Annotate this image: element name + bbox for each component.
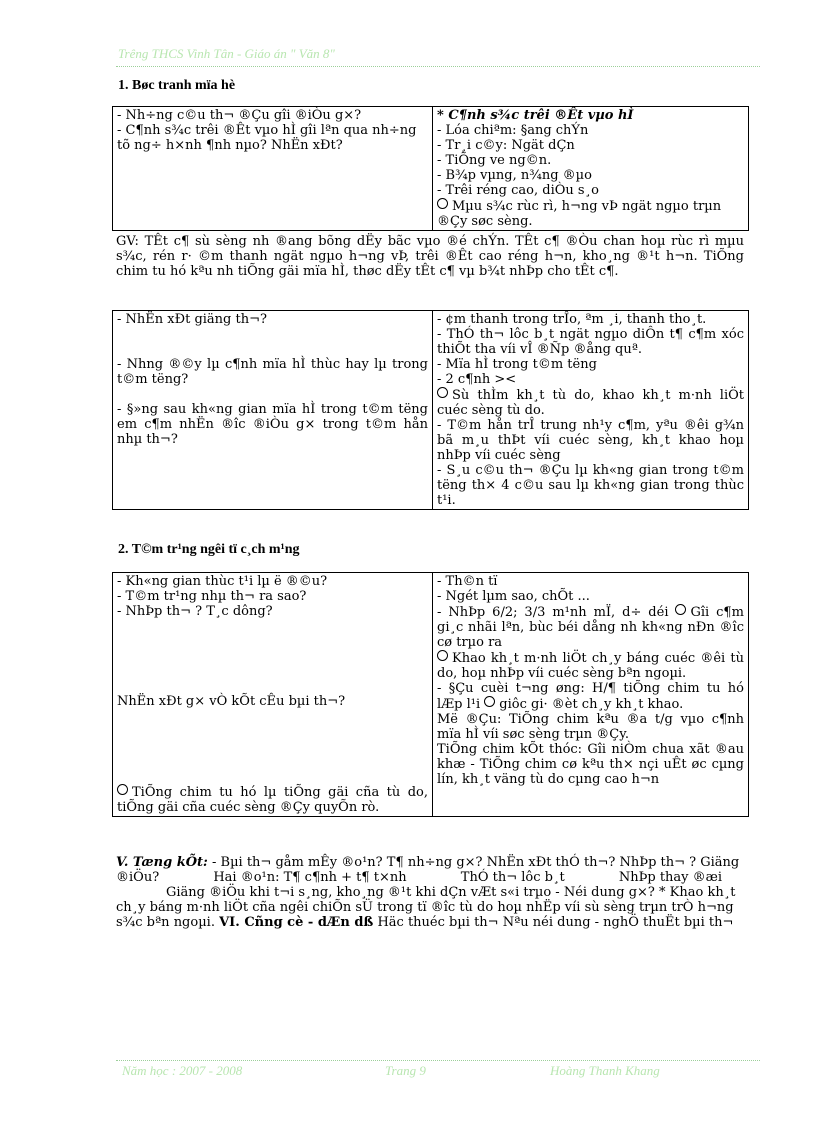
answer-heading: * C¶nh s¾c trêi ®Êt vµo hÌ bbox=[437, 108, 634, 123]
answer-line: Më ®Çu: TiÕng chim kªu ®a t/g vµo c¶nh mïa hÌ víi søc sèng trµn ®Çy. bbox=[437, 712, 744, 742]
summary-content: * Khao kh¸t ch¸y báng m·nh liÖt cña ngêi chiÕn sÜ trong tï ®îc tù do hoµ nhËp víi sù sèng trµn trÒ h¬ng s¾c bªn ngoµi. bbox=[116, 885, 736, 930]
circle-bullet-icon bbox=[437, 387, 448, 398]
circle-bullet-icon bbox=[437, 198, 448, 209]
answer-conclusion: Mµu s¾c rùc rì, h¬ng vÞ ngät ngµo trµn ®Çy søc sèng. bbox=[437, 199, 722, 229]
teacher-note: GV: TÊt c¶ sù sèng nh ®ang bõng dËy bãc vµo ®é chÝn. TÊt c¶ ®Òu chan hoµ rùc rì mµu s¾c, rén r· ©m thanh ngät ngµo h¬ng vÞ, trêi ®Êt cao réng h¬n, kho¸ng ®¹t h¬n. TiÕng chim tu hó kªu nh tiÕng gäi mïa hÌ, thøc dËy tÊt c¶ vµ b¾t nhÞp cho tÊt c¶. bbox=[116, 234, 744, 279]
answer-line: - ¢m thanh trong trÎo, ªm ¸i, thanh tho¸t. bbox=[437, 312, 707, 327]
summary-question: - Néi dung g×? bbox=[555, 885, 655, 900]
question-text: NhËn xÐt g× vÒ kÕt cÊu bµi th¬? bbox=[117, 694, 346, 709]
answer-line: - Th©n tï bbox=[437, 574, 498, 589]
answer-line: TiÕng chim kÕt thóc: Gîi niÒm chua xãt ®au khæ - TiÕng chim cø kªu th× nçi uÊt øc cµng lín, kh¸t väng tù do cµng cao h¬n bbox=[437, 742, 744, 787]
consolidation-line: Nªu néi dung - nghÖ thuËt bµi th¬ bbox=[502, 915, 734, 930]
consolidation-title: VI. Cñng cè - dÆn dß bbox=[219, 915, 374, 930]
footer-author: Hoàng Thanh Khang bbox=[550, 1063, 660, 1078]
answer-line: Sù thÌm kh¸t tù do, khao kh¸t m·nh liÖt cuéc sèng tù do. bbox=[437, 388, 744, 418]
question-text: - Kh«ng gian thùc t¹i lµ ë ®©u? bbox=[117, 574, 328, 589]
circle-bullet-icon bbox=[117, 784, 128, 795]
answer-line: - ThÓ th¬ lôc b¸t ngät ngµo diÔn t¶ c¶m xóc thiÕt tha víi vÎ ®Ñp ®ång quª. bbox=[437, 327, 744, 357]
answer-conclusion: TiÕng chim tu hó lµ tiÕng gäi cña tù do, tiÕng gäi cña cuéc sèng ®Çy quyÕn rò. bbox=[117, 785, 428, 815]
header-rule bbox=[116, 66, 760, 67]
answer-line: - S¸u c©u th¬ ®Çu lµ kh«ng gian trong t©m tëng th× 4 c©u sau lµ kh«ng gian trong thùc t¹i. bbox=[437, 463, 744, 508]
circle-bullet-icon bbox=[675, 604, 686, 615]
table-cell-questions bbox=[113, 107, 433, 231]
table-cell-answers bbox=[433, 107, 749, 231]
question-text: - NhÞp th¬ ? T¸c dông? bbox=[117, 604, 273, 619]
section-2-title: 2. T©m tr¹ng ngêi tï c¸ch m¹ng bbox=[118, 542, 300, 557]
summary-answer: Giäng ®iÖu khi t¬i s¸ng, kho¸ng ®¹t khi dÇn vÆt s«i trµo bbox=[166, 885, 552, 900]
answer-line: - Ngét lµm sao, chÕt ... bbox=[437, 589, 590, 604]
answer-line: Gîi c¶m gi¸c nhãi lªn, bùc béi dång nh kh«ng nÐn ®îc cø trµo ra bbox=[437, 605, 744, 650]
summary-answer: ThÓ th¬ lôc b¸t bbox=[460, 870, 565, 885]
circle-bullet-icon bbox=[484, 696, 495, 707]
footer-rule bbox=[116, 1060, 760, 1061]
answer-line: Khao kh¸t m·nh liÖt ch¸y báng cuéc ®êi tù do, hoµ nhÞp víi cuéc sèng bªn ngoµi. bbox=[437, 651, 744, 681]
question-text: - T©m tr¹ng nhµ th¬ ra sao? bbox=[117, 589, 307, 604]
section-1-title: 1. Bøc tranh mïa hè bbox=[118, 78, 236, 93]
answer-line: - Lóa chiªm: §ang chÝn bbox=[437, 123, 589, 138]
circle-bullet-icon bbox=[437, 650, 448, 661]
summary-answer: Hai ®o¹n: T¶ c¶nh + t¶ t×nh bbox=[213, 870, 407, 885]
table-voice bbox=[112, 310, 749, 510]
answer-line: - 2 c¶nh >< bbox=[437, 372, 517, 387]
table-cell-questions bbox=[113, 311, 433, 510]
question-text: - Nh÷ng c©u th¬ ®Çu gîi ®iÒu g×? bbox=[117, 108, 362, 123]
summary-title: V. Tæng kÕt: bbox=[116, 855, 208, 870]
question-text: - NhËn xÐt giäng th¬? bbox=[117, 312, 267, 327]
answer-line: - Tr¸i c©y: Ngät dÇn bbox=[437, 138, 575, 153]
summary-answer: NhÞp thay ®æi bbox=[618, 870, 723, 885]
answer-line: - §Çu cuèi t¬ng øng: H/¶ tiÕng chim tu hó lÆp l¹i bbox=[437, 681, 744, 712]
footer-year: Năm học : 2007 - 2008 bbox=[122, 1063, 243, 1078]
answer-line: - Mïa hÌ trong t©m tëng bbox=[437, 357, 597, 372]
question-text: - C¶nh s¾c trêi ®Êt vµo hÌ gîi lªn qua nh÷ng tõ ng÷ h×nh ¶nh nµo? NhËn xÐt? bbox=[117, 123, 417, 153]
table-mood bbox=[112, 572, 749, 817]
question-text: - §»ng sau kh«ng gian mïa hÌ trong t©m tëng em c¶m nhËn ®îc ®iÒu g× trong t©m hån nhµ th¬? bbox=[117, 402, 428, 447]
table-cell-answers bbox=[433, 311, 749, 510]
answer-line: - NhÞp 6/2; 3/3 m¹nh mÏ, d÷ déi bbox=[437, 605, 669, 620]
answer-line: - Trêi réng cao, diÒu s¸o bbox=[437, 183, 599, 198]
table-cell-answers bbox=[433, 573, 749, 817]
question-text: - Nhng ®©y lµ c¶nh mïa hÌ thùc hay lµ trong t©m tëng? bbox=[117, 357, 428, 387]
summary-question: - Bµi th¬ gåm mÊy ®o¹n? T¶ nh÷ng g×? NhËn xÐt thÓ th¬? NhÞp th¬ ? Giäng ®iÖu? bbox=[116, 855, 740, 885]
answer-line: - TiÕng ve ng©n. bbox=[437, 153, 552, 168]
table-cell-questions bbox=[113, 573, 433, 817]
table-scenery bbox=[112, 106, 749, 231]
footer-page: Trang 9 bbox=[385, 1063, 426, 1078]
answer-line: - T©m hån trÎ trung nh¹y c¶m, yªu ®êi g¾n bã m¸u thÞt víi cuéc sèng, kh¸t khao hoµ nhÞp víi cuéc sèng bbox=[437, 418, 744, 463]
consolidation-line: Häc thuéc bµi th¬ bbox=[377, 915, 499, 930]
header-text: Trêng THCS Vinh Tân - Giáo án " Văn 8" bbox=[118, 46, 335, 61]
answer-line: giôc gi· ®èt ch¸y kh¸t khao. bbox=[499, 697, 684, 712]
summary-section bbox=[116, 855, 744, 930]
answer-line: - B¾p vµng, n¾ng ®µo bbox=[437, 168, 592, 183]
